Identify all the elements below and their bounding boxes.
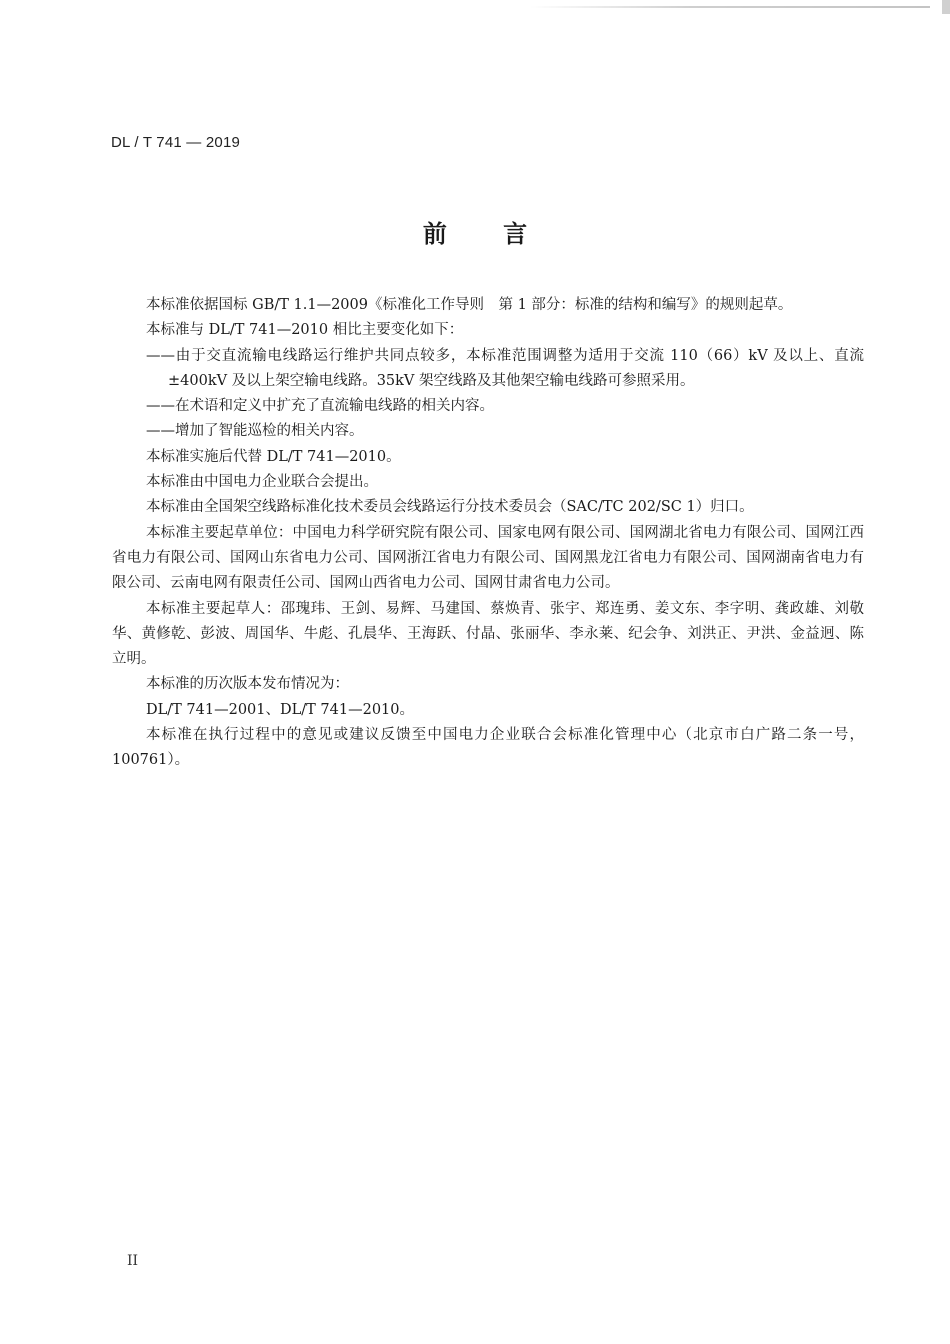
paragraph-drafting-units: 本标准主要起草单位：中国电力科学研究院有限公司、国家电网有限公司、国网湖北省电力有限公司、国网江西省电力有限公司、国网山东省电力公司、国网浙江省电力有限公司、国网黑龙江省电力有限公司、国网湖南省电力有限公司、云南电网有限责任公司、国网山西省电力公司、国网甘肃省电力公司。 [112,524,864,592]
change-item-smart-inspection: ——增加了智能巡检的相关内容。 [146,423,364,440]
paragraph-proposed-by: 本标准由中国电力企业联合会提出。 [146,474,378,491]
paragraph-history-intro: 本标准的历次版本发布情况为： [146,676,349,693]
paragraph-drafting-basis: 本标准依据国标 GB/T 1.1—2009《标准化工作导则 第 1 部分：标准的结构和编写》的规则起草。 [146,297,793,313]
document-code: DL / T 741 — 2019 [111,134,241,151]
change-item-terms: ——在术语和定义中扩充了直流输电线路的相关内容。 [146,398,494,415]
page-number: II [127,1253,139,1269]
scan-corner-mark [942,0,950,14]
paragraph-history-versions: DL/T 741—2001、DL/T 741—2010。 [146,701,414,718]
page-title: 前 言 [422,220,528,248]
paragraph-drafters: 本标准主要起草人：邵瑰玮、王剑、易辉、马建国、蔡焕青、张宇、郑连勇、姜文东、李字明、龚政雄、刘敬华、黄修乾、彭波、周国华、牛彪、孔晨华、王海跃、付晶、张丽华、李永莱、纪会争、刘洪正、尹洪、金益迥、陈立明。 [112,600,864,668]
foreword-body [112,293,864,774]
paragraph-feedback: 本标准在执行过程中的意见或建议反馈至中国电力企业联合会标准化管理中心（北京市白广路二条一号，100761）。 [112,727,864,769]
paragraph-replaces: 本标准实施后代替 DL/T 741—2010。 [146,448,401,465]
scan-edge-shadow [530,6,930,8]
paragraph-changes-intro: 本标准与 DL/T 741—2010 相比主要变化如下： [146,322,464,339]
paragraph-centralized-by: 本标准由全国架空线路标准化技术委员会线路运行分技术委员会（SAC/TC 202/SC 1）归口。 [146,499,754,516]
change-item-scope: ——由于交直流输电线路运行维护共同点较多，本标准范围调整为适用于交流 110（66）kV 及以上、直流±400kV 及以上架空输电线路。35kV 架空线路及其他架空输电线路可参照采用。 [146,347,864,389]
